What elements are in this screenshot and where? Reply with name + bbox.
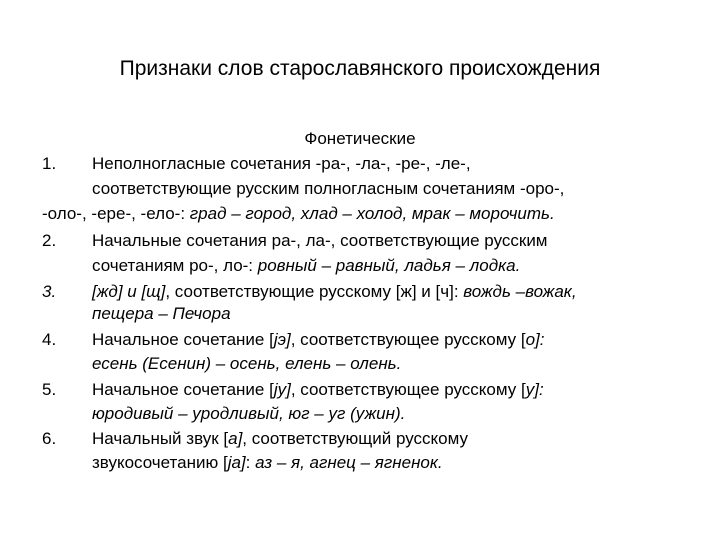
item-example: аз – я, агнец – ягненок. bbox=[255, 453, 443, 472]
item-text: , соответствующее русскому [ bbox=[290, 330, 526, 349]
item-line bbox=[92, 255, 520, 276]
item-number: 5. bbox=[42, 380, 57, 399]
item-text: -оло-, -ере-, -ело-: bbox=[42, 204, 190, 223]
item-number: 3. bbox=[42, 282, 57, 301]
item-example: вождь –вожак, bbox=[463, 282, 577, 301]
item-line: соответствующие русским полногласным сочетаниям -оро-, bbox=[92, 179, 565, 198]
item-line: есень (Есенин) – осень, елень – олень. bbox=[92, 354, 402, 373]
item-line bbox=[42, 203, 555, 224]
item-sound: у]: bbox=[525, 380, 544, 399]
item-text: : bbox=[245, 453, 256, 472]
item-text: , соответствующее русскому [ bbox=[290, 380, 526, 399]
item-line bbox=[92, 452, 443, 473]
item-number: 1. bbox=[42, 154, 57, 173]
slide-title: Признаки слов старославянского происхождения bbox=[119, 57, 601, 80]
item-line bbox=[92, 428, 692, 449]
item-example: град – город, хлад – холод, мрак – морочить. bbox=[189, 204, 555, 223]
item-sound: jа] bbox=[227, 453, 246, 472]
item-text: Начальное сочетание [ bbox=[92, 380, 274, 399]
item-text: звукосочетанию [ bbox=[92, 453, 228, 472]
item-line: юродивый – уродливый, юг – уг (ужин). bbox=[92, 404, 406, 423]
item-sound: а] bbox=[228, 429, 243, 448]
item-line: Начальные сочетания ра-, ла-, соответствующие русским bbox=[92, 231, 548, 250]
item-sound: jу] bbox=[273, 380, 291, 399]
item-text: Начальный звук [ bbox=[92, 429, 229, 448]
slide-subtitle: Фонетические bbox=[304, 129, 416, 148]
item-number: 6. bbox=[42, 429, 57, 448]
item-line: пещера – Печора bbox=[92, 304, 231, 323]
item-text: , соответствующий русскому bbox=[242, 429, 469, 448]
item-sound: [жд] и [щ] bbox=[92, 282, 166, 301]
item-number: 2. bbox=[42, 231, 57, 250]
item-example: ровный – равный, ладья – лодка. bbox=[257, 256, 521, 275]
item-number: 4. bbox=[42, 330, 57, 349]
item-line bbox=[92, 329, 692, 350]
item-line bbox=[92, 281, 692, 302]
item-text: Начальное сочетание [ bbox=[92, 330, 274, 349]
item-line: Неполногласные сочетания -ра-, -ла-, -ре-, -ле-, bbox=[92, 154, 471, 173]
item-text: сочетаниям ро-, ло-: bbox=[92, 256, 258, 275]
item-line bbox=[92, 379, 692, 400]
item-text: , соответствующие русскому [ж] и [ч]: bbox=[165, 282, 464, 301]
item-sound: jэ] bbox=[273, 330, 291, 349]
item-sound: о]: bbox=[525, 330, 545, 349]
